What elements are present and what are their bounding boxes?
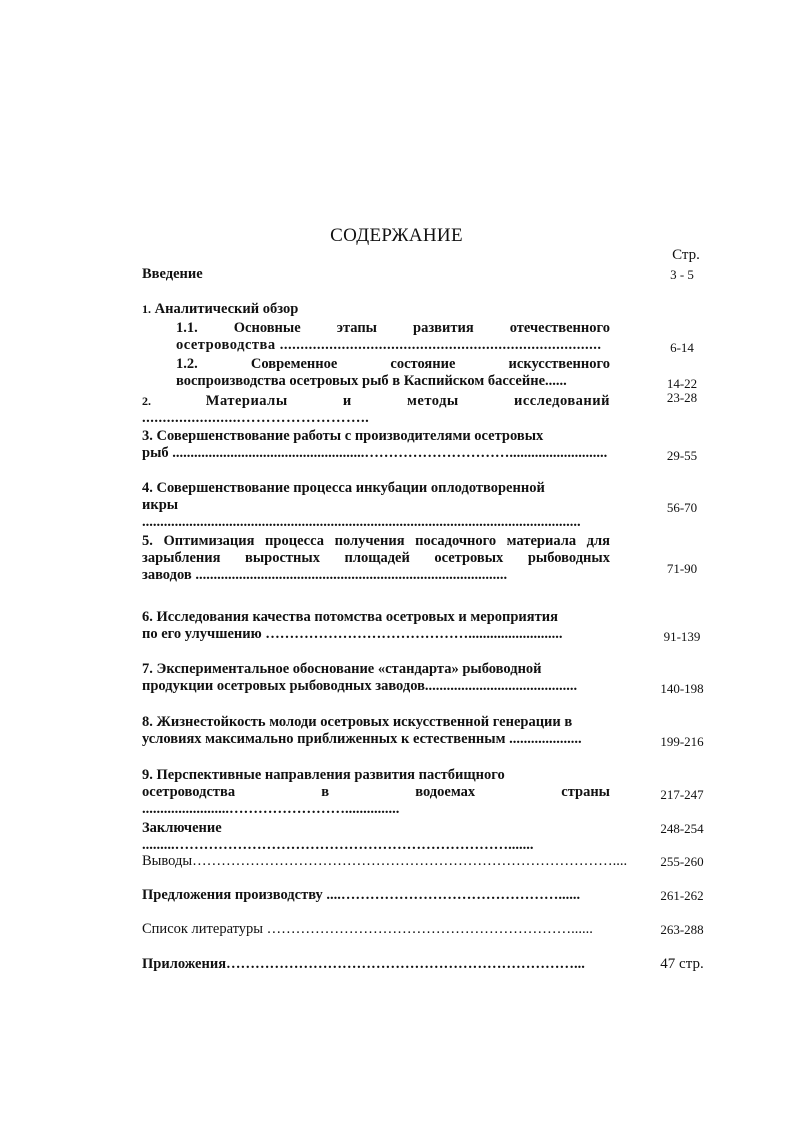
toc-entry-line: 6. Исследования качества потомства осетровых и мероприятия xyxy=(142,609,558,625)
toc-entry-ch1-2 xyxy=(142,356,712,390)
toc-page-number: 140-198 xyxy=(660,681,704,696)
toc-entry-line: 1.1. Основные этапы развития отечественного xyxy=(176,320,610,336)
toc-page-number: 199-216 xyxy=(660,734,704,749)
toc-entry-line: условиях максимально приближенных к естественным .................... xyxy=(142,731,582,747)
toc-entry-ch3 xyxy=(142,428,712,462)
toc-entry-ch2 xyxy=(142,390,712,427)
toc-entry-proposals xyxy=(142,887,712,904)
toc-entry-ch6 xyxy=(142,609,712,643)
toc-entry-conclusion xyxy=(142,820,712,854)
toc-entry-line: воспроизводства осетровых рыб в Каспийском бассейне...... xyxy=(176,373,567,389)
toc-page-number: 47 стр. xyxy=(660,956,704,972)
toc-entry-line: продукции осетровых рыбоводных заводов.......................................... xyxy=(142,678,578,694)
toc-entry-references xyxy=(142,921,712,938)
toc-page-number: 217-247 xyxy=(660,787,704,802)
toc-entry-ch9 xyxy=(142,767,712,818)
page-title: СОДЕРЖАНИЕ xyxy=(330,225,463,246)
toc-page-number: 71-90 xyxy=(666,561,698,576)
toc-entry-line: 7. Экспериментальное обоснование «стандарта» рыбоводной xyxy=(142,661,542,677)
toc-entry-ch1 xyxy=(142,301,712,318)
toc-entry-ch1-1 xyxy=(142,320,712,354)
toc-entry-ch8 xyxy=(142,714,712,748)
toc-page-number: 6-14 xyxy=(670,340,694,355)
toc-entry-ch4 xyxy=(142,480,712,531)
toc-entry-text: Материалы и методы исследований ........................…………………….. xyxy=(142,393,610,426)
toc-entry-text: Введение xyxy=(142,266,203,282)
toc-entry-ch7 xyxy=(142,661,712,695)
toc-entry-text: Список литературы ………………………………………………………...... xyxy=(142,921,593,937)
toc-entry-text: Заключение .........……………………………………………………………....... xyxy=(142,820,534,853)
toc-page-number: 91-139 xyxy=(663,629,701,644)
toc-entry-line: 1.2. Современное состояние искусственного xyxy=(176,356,610,372)
toc-page-number: 263-288 xyxy=(660,922,704,937)
toc-entry-text: Выводы…………………………………………………………………………….... xyxy=(142,853,628,869)
toc-entry-line: заводов ...................................................................................... xyxy=(142,567,508,583)
toc-entry-line: 3. Совершенствование работы с производителями осетровых xyxy=(142,428,544,444)
toc-entry-line: 5. Оптимизация процесса получения посадочного материала для xyxy=(142,533,610,549)
toc-entry-intro xyxy=(142,266,712,283)
toc-entry-line: 8. Жизнестойкость молоди осетровых искусственной генерации в xyxy=(142,714,573,730)
toc-entry-text: Аналитический обзор xyxy=(154,301,299,317)
toc-entry-line: осетроводства в водоемах страны ........................……………………............... xyxy=(142,784,610,817)
toc-entry-findings xyxy=(142,853,712,870)
toc-entry-number: 1. xyxy=(142,302,151,316)
toc-entry-line: 9. Перспективные направления развития пастбищного xyxy=(142,767,505,783)
toc-page-number: 29-55 xyxy=(666,448,698,463)
toc-entry-appendices xyxy=(142,956,712,973)
toc-page-number: 14-22 xyxy=(666,376,698,391)
toc-page-number: 3 - 5 xyxy=(670,267,694,282)
page-column-header: Стр. xyxy=(672,247,700,263)
toc-page-number: 56-70 xyxy=(666,500,698,515)
toc-entry-text: Предложения производству ....………………………………………...... xyxy=(142,887,581,903)
toc-entry-ch5 xyxy=(142,533,712,584)
toc-entry-line: зарыбления выростных площадей осетровых рыбоводных xyxy=(142,550,610,566)
toc-entry-text: Приложения………………………………………………………………... xyxy=(142,956,585,972)
toc-entry-line: икры ......................................................................................................................... xyxy=(142,497,581,530)
toc-page-number: 255-260 xyxy=(660,854,704,869)
toc-entry-line: рыб .....................................................…………………………........................... xyxy=(142,445,608,461)
toc-page-number: 248-254 xyxy=(660,821,704,836)
toc-page-number: 23-28 xyxy=(666,390,698,405)
toc-entry-line: по его улучшению …………………………………….......................... xyxy=(142,626,563,642)
toc-entry-line: осетроводства .............................................................................. xyxy=(176,337,602,353)
toc-entry-line: 4. Совершенствование процесса инкубации оплодотворенной xyxy=(142,480,545,496)
toc-entry-number: 2. xyxy=(142,394,151,408)
toc-page-number: 261-262 xyxy=(660,888,704,903)
